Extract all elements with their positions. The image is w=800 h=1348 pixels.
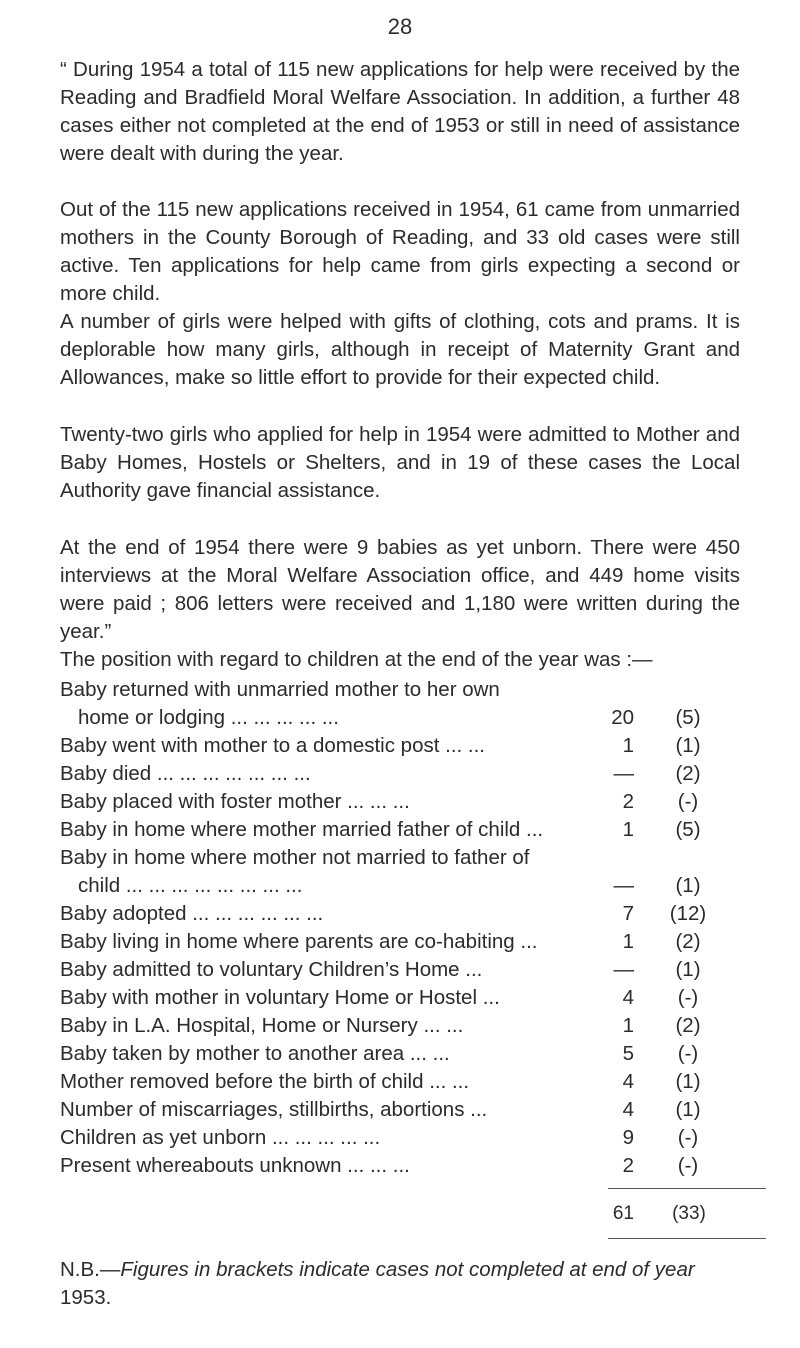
page-number: 28 bbox=[387, 14, 413, 39]
row-bracket-value: (1) bbox=[675, 1098, 701, 1121]
table-row bbox=[60, 928, 740, 956]
paragraph-4: Twenty-two girls who applied for help in 1954 were admitted to Mother and Baby Homes, Hostels or Shelters, and in 19 of these cases the Local Authority gave financial assistance. bbox=[60, 423, 740, 502]
table-row bbox=[60, 900, 740, 928]
footnote-prefix: N.B.— bbox=[60, 1258, 121, 1281]
row-label: Mother removed before the birth of child ... ... bbox=[60, 1070, 470, 1093]
row-value: — bbox=[613, 762, 634, 785]
row-bracket-value: (5) bbox=[675, 706, 701, 729]
row-value: — bbox=[613, 958, 634, 981]
row-label: Baby died ... ... ... ... ... ... ... bbox=[60, 762, 311, 785]
row-value: 1 bbox=[622, 818, 634, 841]
total-rule-bottom bbox=[608, 1238, 766, 1239]
row-bracket-value: (1) bbox=[675, 958, 701, 981]
table-row bbox=[60, 956, 740, 984]
table-row bbox=[60, 1040, 740, 1068]
row-label: Children as yet unborn ... ... ... ... ... bbox=[60, 1126, 381, 1149]
row-bracket-value: (-) bbox=[677, 1154, 699, 1177]
row-label-continued: home or lodging ... ... ... ... ... bbox=[78, 706, 339, 729]
paragraph-3: A number of girls were helped with gifts of clothing, cots and prams. It is deplorable how many girls, although in receipt of Maternity Grant and Allowances, make so little effort to provide for their expected child. bbox=[60, 310, 740, 389]
row-bracket-value: (1) bbox=[675, 734, 701, 757]
footnote-italic: Figures in brackets indicate cases not completed at end of year bbox=[120, 1258, 695, 1281]
total-row bbox=[60, 1200, 740, 1228]
row-value: 4 bbox=[622, 986, 634, 1009]
row-value: 20 bbox=[611, 706, 634, 729]
paragraph-5: At the end of 1954 there were 9 babies as yet unborn. There were 450 interviews at the Moral Welfare Association office, and 449 home visits were paid ; 806 letters were received and 1,180 were written during the year.” bbox=[60, 536, 740, 643]
paragraph-2: Out of the 115 new applications received in 1954, 61 came from unmarried mothers in the County Borough of Reading, and 33 old cases were still active. Ten applications for help came from girls expecting a second or more child. bbox=[60, 198, 740, 305]
total-bracket-value: (33) bbox=[672, 1203, 706, 1224]
row-value: 4 bbox=[622, 1098, 634, 1121]
row-label: Baby living in home where parents are co-habiting ... bbox=[60, 930, 538, 953]
row-label: Baby in home where mother not married to father of bbox=[60, 846, 530, 869]
table-row bbox=[60, 984, 740, 1012]
paragraph-1: “ During 1954 a total of 115 new applications for help were received by the Reading and Bradfield Moral Welfare Association. In addition, a further 48 cases either not completed at the end of 1953 or still in need of assistance were dealt with during the year. bbox=[60, 58, 740, 165]
footnote bbox=[60, 1256, 740, 1312]
row-bracket-value: (2) bbox=[675, 762, 701, 785]
row-bracket-value: (1) bbox=[675, 1070, 701, 1093]
row-label: Baby taken by mother to another area ... ... bbox=[60, 1042, 450, 1065]
row-value: — bbox=[613, 874, 634, 897]
row-value: 1 bbox=[622, 734, 634, 757]
row-value: 2 bbox=[622, 1154, 634, 1177]
row-bracket-value: (5) bbox=[675, 818, 701, 841]
row-bracket-value: (-) bbox=[677, 1042, 699, 1065]
row-value: 1 bbox=[622, 1014, 634, 1037]
table-row bbox=[60, 1152, 740, 1180]
row-label: Baby in home where mother married father of child ... bbox=[60, 818, 544, 841]
table-row bbox=[60, 1124, 740, 1152]
row-value: 2 bbox=[622, 790, 634, 813]
table-row bbox=[60, 788, 740, 816]
table-row bbox=[60, 704, 740, 732]
row-bracket-value: (-) bbox=[677, 790, 699, 813]
table-row bbox=[60, 760, 740, 788]
row-bracket-value: (12) bbox=[669, 902, 707, 925]
table-row bbox=[60, 816, 740, 844]
total-value: 61 bbox=[612, 1203, 634, 1224]
row-bracket-value: (2) bbox=[675, 930, 701, 953]
table-row bbox=[60, 844, 740, 872]
table-row bbox=[60, 1012, 740, 1040]
row-value: 9 bbox=[622, 1126, 634, 1149]
row-label: Baby returned with unmarried mother to her own bbox=[60, 678, 500, 701]
row-value: 1 bbox=[622, 930, 634, 953]
table-row bbox=[60, 872, 740, 900]
row-bracket-value: (-) bbox=[677, 1126, 699, 1149]
row-value: 5 bbox=[622, 1042, 634, 1065]
row-label: Baby went with mother to a domestic post ... ... bbox=[60, 734, 485, 757]
row-label: Baby in L.A. Hospital, Home or Nursery ... ... bbox=[60, 1014, 464, 1037]
row-bracket-value: (2) bbox=[675, 1014, 701, 1037]
row-value: 7 bbox=[622, 902, 634, 925]
row-label: Baby admitted to voluntary Children’s Home ... bbox=[60, 958, 483, 981]
footnote-suffix: 1953. bbox=[60, 1286, 112, 1309]
table-row bbox=[60, 732, 740, 760]
table-row bbox=[60, 1068, 740, 1096]
row-label: Present whereabouts unknown ... ... ... bbox=[60, 1154, 410, 1177]
table-intro: The position with regard to children at the end of the year was :— bbox=[60, 648, 653, 671]
row-bracket-value: (1) bbox=[675, 874, 701, 897]
row-bracket-value: (-) bbox=[677, 986, 699, 1009]
row-label: Baby adopted ... ... ... ... ... ... bbox=[60, 902, 324, 925]
table-row bbox=[60, 676, 740, 704]
row-label: Baby with mother in voluntary Home or Hostel ... bbox=[60, 986, 500, 1009]
table-row bbox=[60, 1096, 740, 1124]
row-label: Number of miscarriages, stillbirths, abortions ... bbox=[60, 1098, 488, 1121]
row-label: Baby placed with foster mother ... ... ... bbox=[60, 790, 410, 813]
row-value: 4 bbox=[622, 1070, 634, 1093]
total-rule-top bbox=[608, 1188, 766, 1189]
row-label-continued: child ... ... ... ... ... ... ... ... bbox=[78, 874, 303, 897]
